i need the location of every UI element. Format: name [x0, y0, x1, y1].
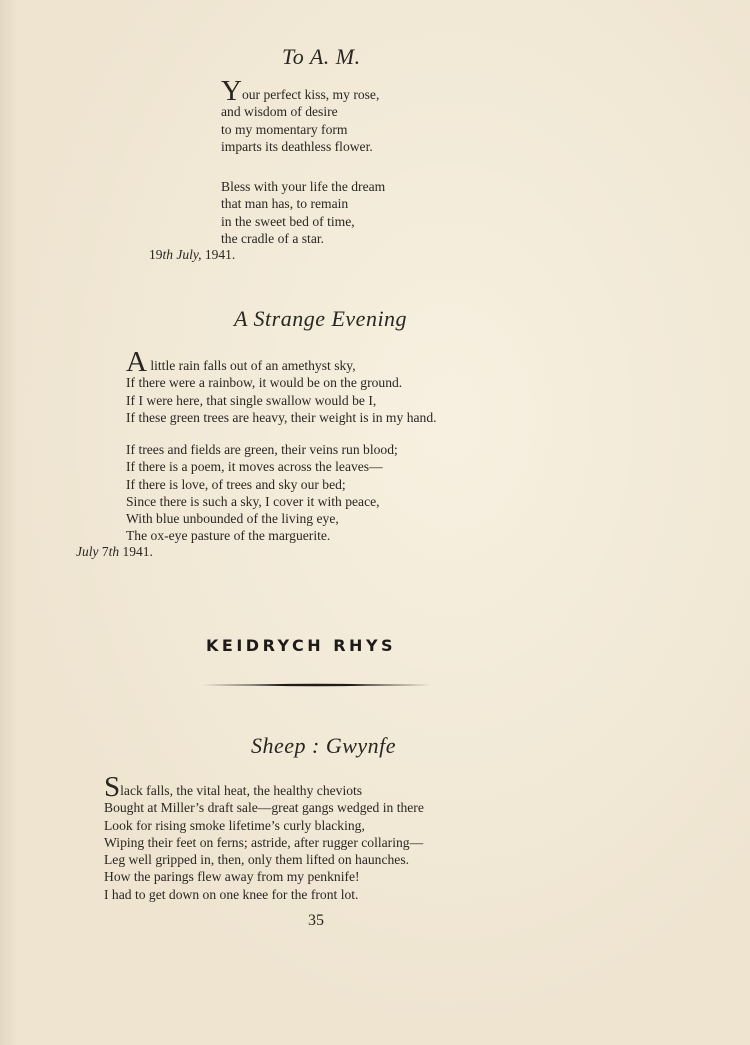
poem-line: If there were a rainbow, it would be on the ground. — [126, 375, 403, 391]
poem-line: Leg well gripped in, then, only them lifted on haunches. — [104, 852, 410, 868]
poem-line: The ox-eye pasture of the marguerite. — [126, 528, 331, 544]
poem-line: If these green trees are heavy, their weight is in my hand. — [126, 409, 437, 425]
poem-date: July 7th 1941. — [76, 544, 153, 559]
poem-line: If trees and fields are green, their veins run blood; — [126, 442, 398, 457]
poem-line: A little rain falls out of an amethyst sky, — [126, 346, 356, 378]
poem-line: imparts its deathless flower. — [221, 138, 373, 154]
poem-line: How the parings flew away from my penknife! — [104, 869, 360, 885]
poem-line: Since there is such a sky, I cover it with peace, — [126, 493, 380, 509]
poem-line: I had to get down on one knee for the front lot. — [104, 886, 359, 902]
poem-line: Bought at Miller’s draft sale—great gangs wedged in there — [104, 800, 424, 816]
poem-stanza — [221, 75, 380, 155]
poem-line: With blue unbounded of the living eye, — [126, 511, 339, 527]
poem-line: in the sweet bed of time, — [221, 213, 355, 229]
poem-stanza — [104, 771, 424, 903]
poem-line: If I were here, that single swallow would be I, — [126, 392, 377, 408]
drop-cap: S — [104, 771, 121, 803]
poem-title: Sheep : Gwynfe — [251, 733, 397, 758]
poem-stanza — [126, 346, 437, 426]
page-number: 35 — [308, 912, 324, 929]
poem-stanza — [221, 178, 385, 247]
poem-line: If there is love, of trees and sky our bed; — [126, 476, 346, 492]
poem-line: Your perfect kiss, my rose, — [221, 75, 380, 107]
poem-line: and wisdom of desire — [221, 104, 338, 120]
poem-stanza — [126, 441, 398, 545]
poem-line: If there is a poem, it moves across the leaves— — [126, 459, 383, 475]
poem-line: Look for rising smoke lifetime’s curly blacking, — [104, 817, 365, 833]
poem-title: A Strange Evening — [234, 306, 408, 331]
author-heading: KEIDRYCH RHYS — [206, 636, 397, 655]
poem-line: to my momentary form — [221, 121, 348, 137]
poem-line: that man has, to remain — [221, 196, 349, 212]
poem-line: Slack falls, the vital heat, the healthy cheviots — [104, 771, 363, 803]
poem-title: To A. M. — [282, 44, 361, 69]
poem-line: the cradle of a star. — [221, 230, 325, 246]
drop-cap: Y — [221, 75, 242, 107]
poem-date: 19th July, 1941. — [149, 247, 236, 262]
poem-line: Bless with your life the dream — [221, 179, 386, 194]
ornamental-rule — [202, 683, 430, 687]
drop-cap: A — [126, 346, 147, 378]
poem-line: Wiping their feet on ferns; astride, after rugger collaring— — [104, 834, 424, 850]
